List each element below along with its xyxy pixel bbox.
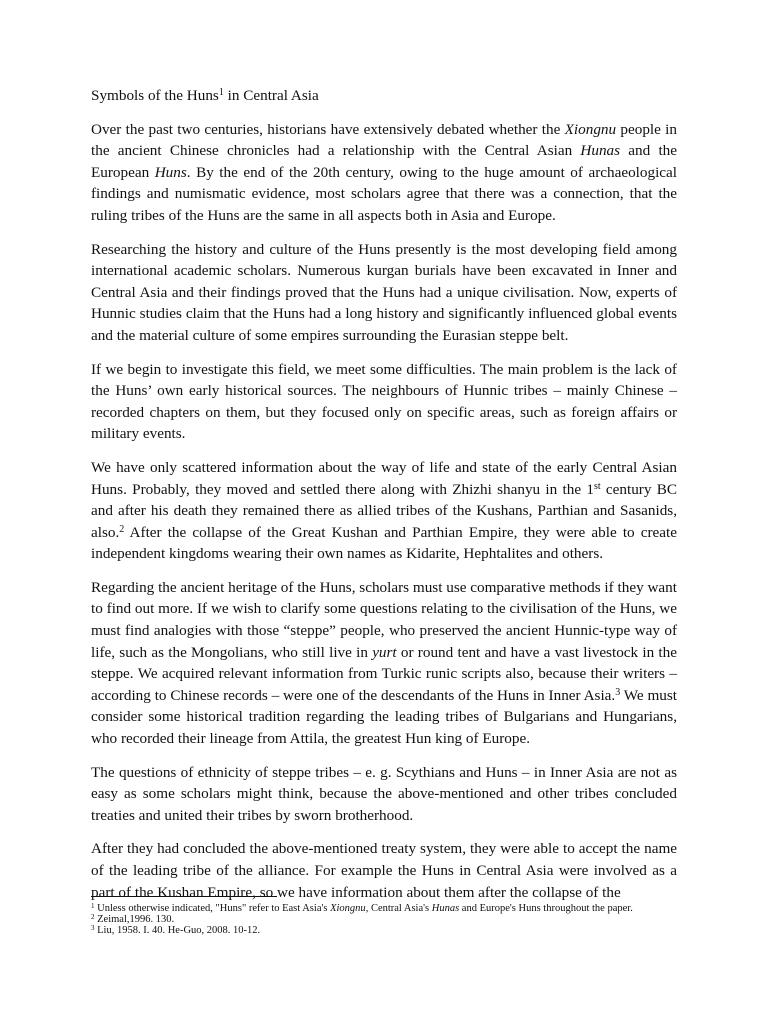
term-xiongnu: Xiongnu xyxy=(564,120,617,138)
term-yurt: yurt xyxy=(372,643,397,661)
footnote-2: $^2$ Zeimal,1996. 130. xyxy=(91,913,175,925)
footnote-ref-2[interactable]: 2 xyxy=(119,523,125,535)
title-text: Symbols of the Huns xyxy=(91,87,219,104)
paragraph-4: We have only scattered information about the way of life and state of the early Central Asian Huns. Probably, they moved and settled there along with Zhizhi shanyu in the 1st century BC and after his death they remained there as allied tribes of the Kushans, Parthian and Sasanids, also.$^2$ After the collapse of the Great Kushan and Parthian Empire, they were able to create independent kingdoms wearing their own names as Kidarite, Hephtalites and others. xyxy=(91,458,677,563)
footnote-1: $^1$ Unless otherwise indicated, "Huns" refer to East Asia's Xiongnu, Central Asia's Hunas and Europe's Huns throughout the paper. xyxy=(91,902,633,914)
title-rest: in Central Asia xyxy=(223,87,319,104)
term-huns: Huns xyxy=(154,163,187,181)
term-hunas: Hunas xyxy=(580,142,621,160)
paragraph-1: Over the past two centuries, historians have extensively debated whether the Xiongnu people in the ancient Chinese chronicles had a relationship with the Central Asian Hunas and the European Huns. By the end of the 20th century, owing to the huge amount of archaeological findings and numismatic evidence, most scholars agree that there was a connection, that the ruling tribes of the Huns are the same in all aspects both in Asia and Europe. xyxy=(91,120,678,224)
footnotes xyxy=(91,896,677,936)
document-title xyxy=(91,85,677,107)
paragraph-6: The questions of ethnicity of steppe tribes – e. g. Scythians and Huns – in Inner Asia are not as easy as some scholars might think, because the above-mentioned and other tribes concluded treaties and united their tribes by sworn brotherhood. xyxy=(91,763,677,824)
paragraph-2: Researching the history and culture of the Huns presently is the most developing field among international academic scholars. Numerous kurgan burials have been excavated in Inner and Central Asia and their findings proved that the Huns had a unique civilisation. Now, experts of Hunnic studies claim that the Huns had a long history and significantly influenced global events and the material culture of some empires surrounding the Eurasian steppe belt. xyxy=(91,240,677,344)
ordinal-suffix: st xyxy=(593,480,601,492)
paragraph-7: After they had concluded the above-mentioned treaty system, they were able to accept the name of the leading tribe of the alliance. For example the Huns in Central Asia were involved as a part of the Kushan Empire, so we have information about them after the collapse of the xyxy=(91,840,677,901)
paragraph-5: Regarding the ancient heritage of the Huns, scholars must use comparative methods if they want to find out more. If we wish to clarify some questions relating to the civilisation of the Huns, we must find analogies with those “steppe” people, who preserved the ancient Hunnic-type way of life, such as the Mongolians, who still live in yurt or round tent and have a vast livestock in the steppe. We acquired relevant information from Turkic runic scripts also, because their writers – according to Chinese records – were one of the descendants of the Huns in Inner Asia.$^3$ We must consider some historical tradition regarding the leading tribes of Bulgarians and Hungarians, who recorded their lineage from Attila, the greatest Hun king of Europe. xyxy=(91,578,677,748)
footnote-ref-1[interactable]: 1 xyxy=(218,87,224,98)
footnote-3: $^3$ Liu, 1958. I. 40. He-Guo, 2008. 10-12. xyxy=(91,924,261,936)
body-text xyxy=(91,85,677,915)
footnote-separator xyxy=(91,896,277,897)
footnote-ref-3[interactable]: 3 xyxy=(615,686,621,698)
paragraph-3: If we begin to investigate this field, we meet some difficulties. The main problem is the lack of the Huns’ own early historical sources. The neighbours of Hunnic tribes – mainly Chinese – recorded chapters on them, but they focused only on specific areas, such as foreign affairs or military events. xyxy=(91,360,677,443)
